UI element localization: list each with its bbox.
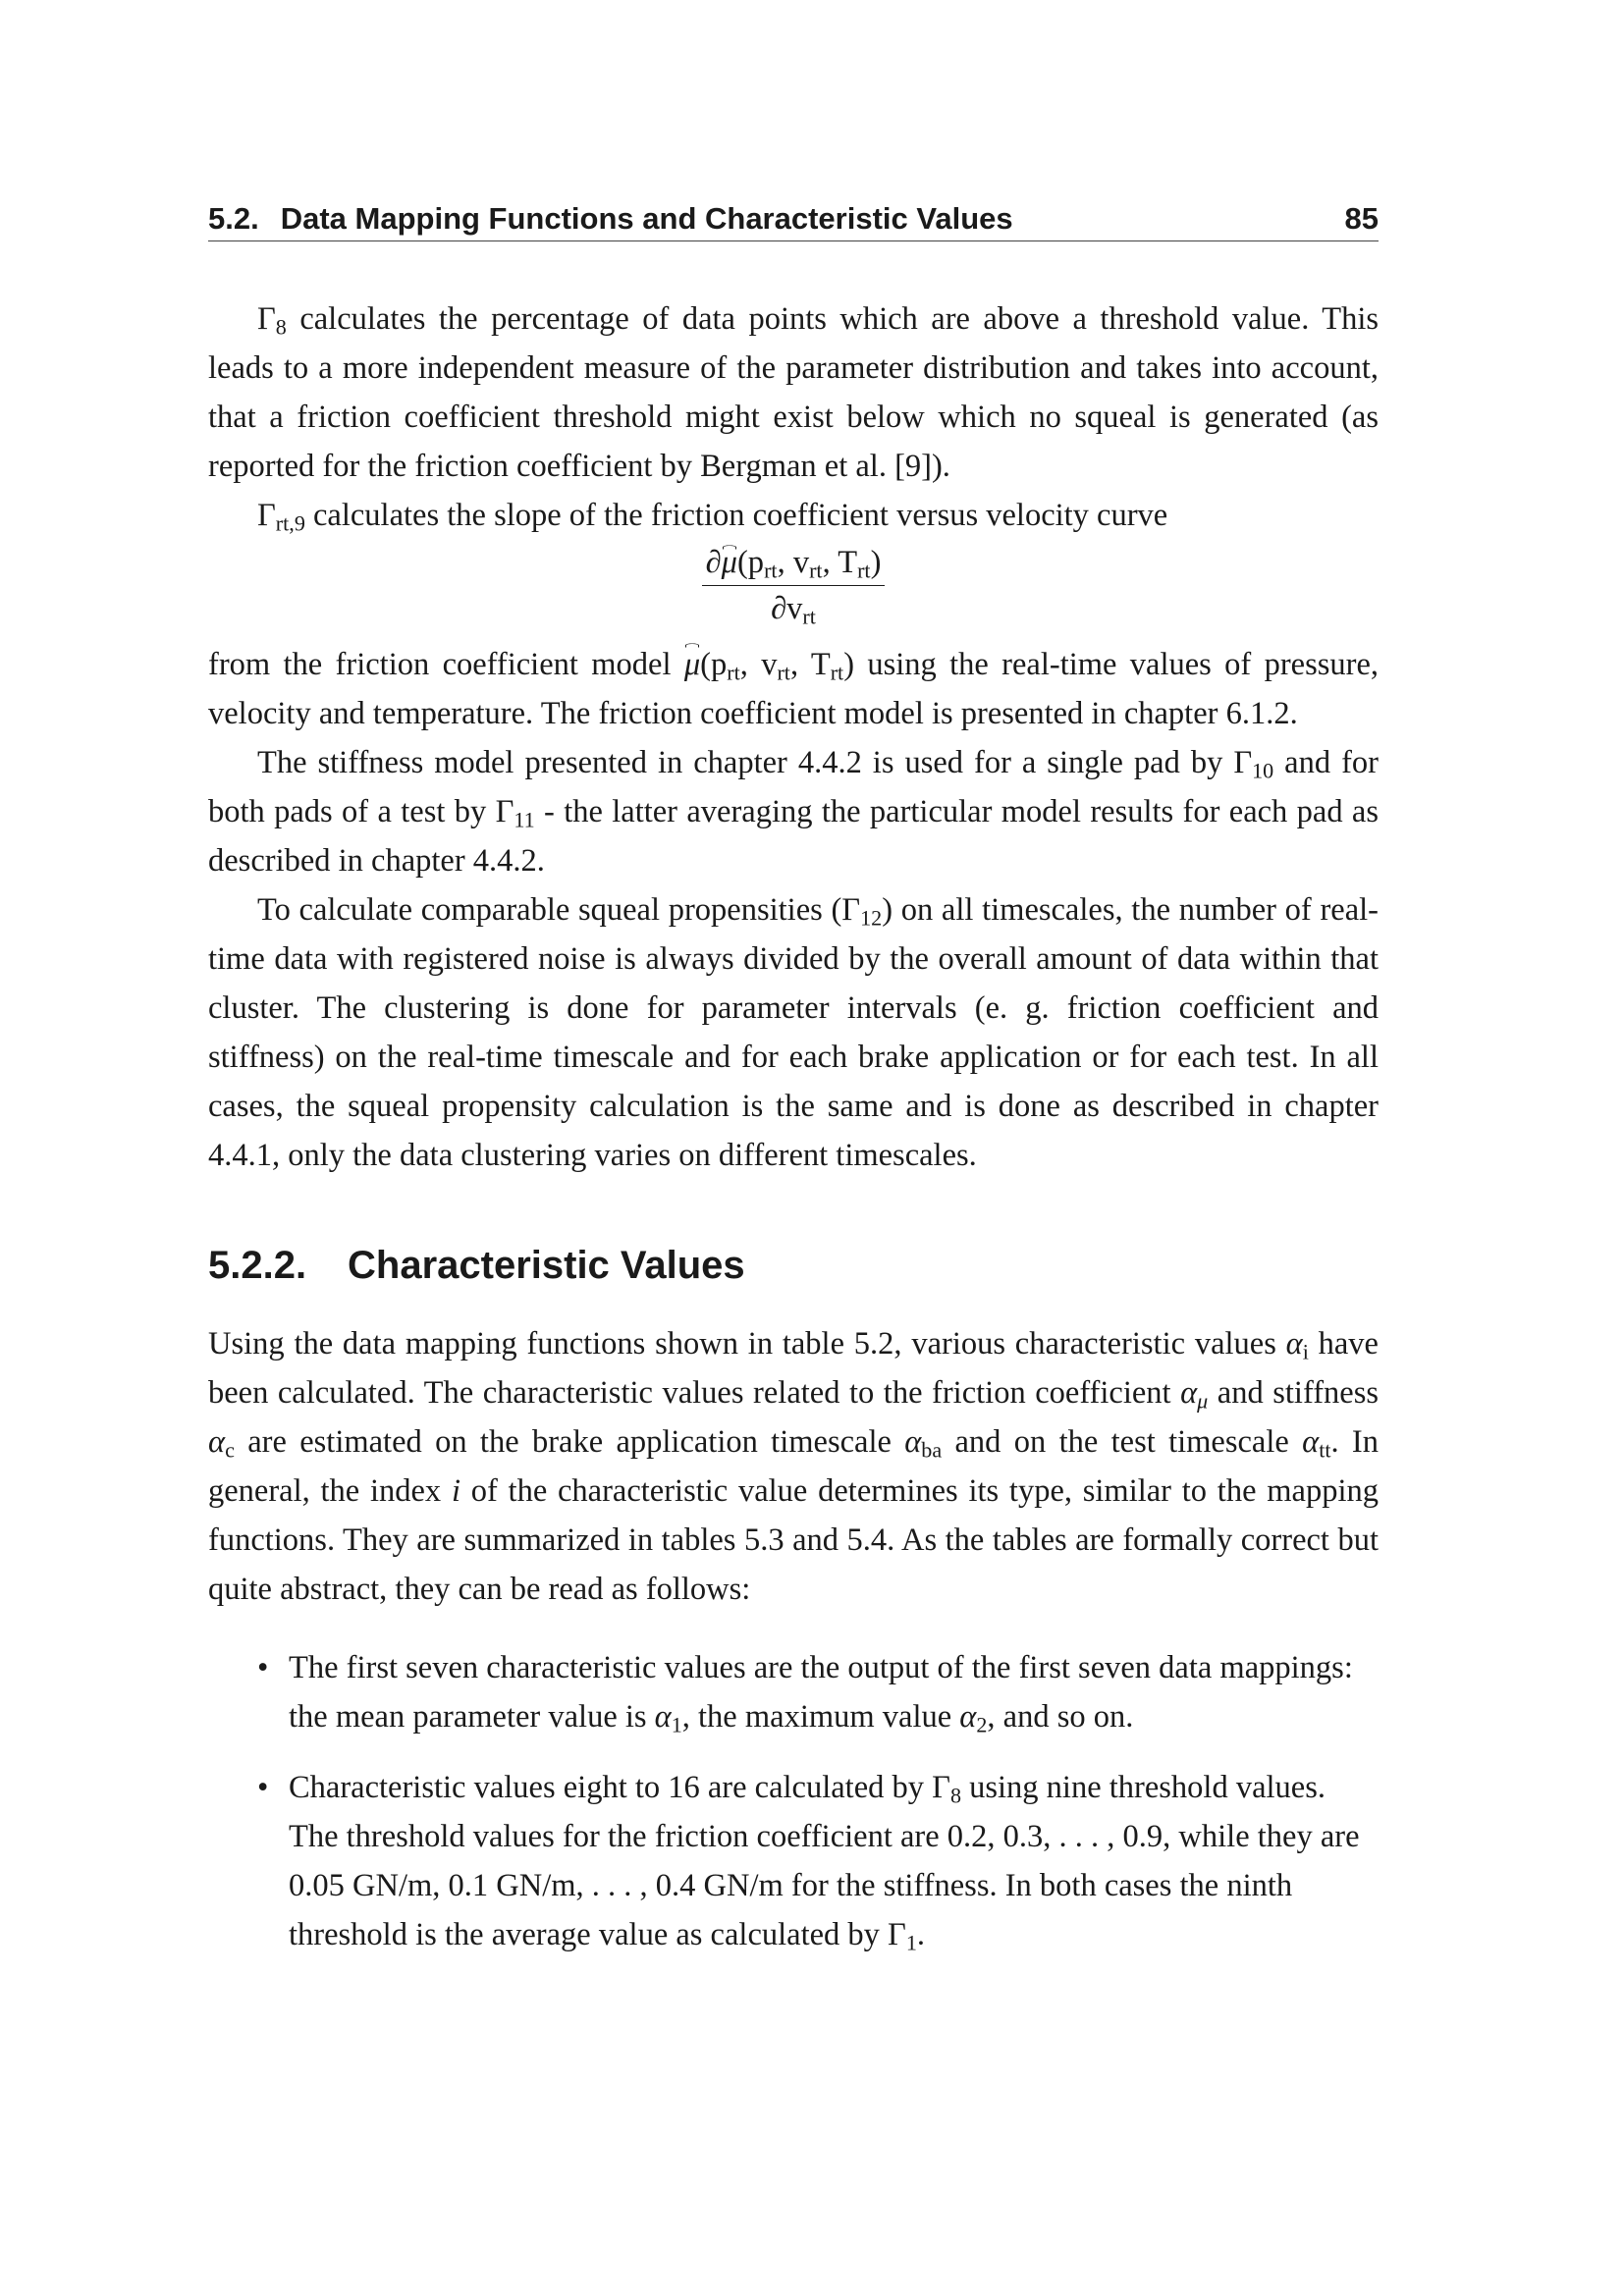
subscript: tt: [1319, 1437, 1331, 1463]
paragraph-text: calculates the percentage of data points which are above a threshold value. This leads to a more independent measure of the parameter distribution and takes into account, that a friction coefficient threshold might exist below which no squeal is generated (as reported for the friction coefficient by Bergman et al. [9]).: [208, 301, 1379, 484]
subscript: μ: [1197, 1388, 1209, 1414]
paragraph-text: are estimated on the brake application timescale: [234, 1424, 905, 1460]
alpha-symbol: α: [1285, 1326, 1303, 1362]
index-variable: i: [451, 1473, 460, 1509]
alpha-symbol: α: [959, 1699, 977, 1735]
paragraph-text: calculates the slope of the friction coefficient versus velocity curve: [304, 498, 1168, 533]
paragraph-text: ) on all timescales, the number of real-time data with registered noise is always divided by the overall amount of data within that cluster. The clustering is done for parameter intervals (e. g. friction coefficient and stiffness) on the real-time timescale and for each brake application or for each test. In all cases, the squeal propensity calculation is the same and is done as described in chapter 4.4.1, only the data clustering varies on different timescales.: [208, 892, 1379, 1173]
list-item: [208, 1763, 1379, 1959]
paragraph-stiffness-model: [208, 738, 1379, 885]
bullet-marker: •: [257, 1650, 269, 1685]
paragraph-text: To calculate comparable squeal propensities (: [257, 892, 842, 928]
bullet-list: [208, 1643, 1379, 1959]
gamma-subscript: 11: [514, 807, 535, 832]
running-header: [208, 197, 1379, 241]
gamma-subscript: 12: [860, 905, 883, 931]
section-number: 5.2.2.: [208, 1244, 307, 1287]
slope-formula: [208, 542, 1379, 632]
fraction-numerator: [702, 542, 886, 586]
formula-text: , v: [777, 545, 810, 580]
paragraph-text: using the real-time values of pressure, velocity and temperature. The friction coefficient model is presented in chapter 6.1.2.: [208, 647, 1380, 731]
list-item-text: using nine threshold values. The threshold values for the friction coefficient are 0.2, 0.3, . . . , 0.9, while they are 0.05 GN/m, 0.1 GN/m, . . . , 0.4 GN/m for the stiffness. In both cases the ninth threshold is the average value as calculated by: [289, 1770, 1360, 1952]
subscript: 8: [949, 1783, 961, 1808]
subscript: rt: [727, 660, 740, 685]
subscript: rt: [802, 604, 816, 629]
formula-text: ): [843, 647, 855, 682]
header-section-number: 5.2.: [208, 201, 259, 236]
section-title: Characteristic Values: [348, 1244, 745, 1287]
paragraph-text: The stiffness model presented in chapter 4.4.2 is used for a single pad by: [257, 745, 1234, 780]
page-body: [208, 294, 1379, 1981]
alpha-symbol: α: [1180, 1375, 1198, 1411]
paragraph-text: of the characteristic value determines its type, similar to the mapping functions. They are summarized in tables 5.3 and 5.4. As the tables are formally correct but quite abstract, they can be read as follows:: [208, 1473, 1379, 1607]
formula-text: , v: [739, 647, 778, 682]
paragraph-text: and for both pads of a test by: [208, 745, 1379, 829]
subscript: ba: [921, 1437, 943, 1463]
running-header-title: [208, 197, 1013, 240]
list-item-text: .: [916, 1917, 925, 1952]
gamma-symbol: Γ: [932, 1770, 950, 1805]
alpha-symbol: α: [1302, 1424, 1320, 1460]
alpha-symbol: α: [904, 1424, 922, 1460]
gamma-subscript: 10: [1252, 758, 1274, 783]
formula-text: , T: [822, 545, 858, 580]
paragraph-gamma-rt9: [208, 491, 1379, 540]
subscript: rt: [777, 660, 790, 685]
list-item-text: , the maximum value: [681, 1699, 960, 1735]
subscript: 2: [976, 1712, 988, 1737]
gamma-symbol: Γ: [1233, 745, 1253, 780]
paragraph-text: and on the test timescale: [942, 1424, 1303, 1460]
gamma-symbol: Γ: [495, 794, 514, 829]
subscript: c: [225, 1437, 235, 1463]
formula-text: (p: [736, 545, 765, 580]
gamma-symbol: Γ: [257, 301, 276, 337]
gamma-subscript: rt,9: [275, 510, 305, 536]
partial-symbol: ∂: [705, 545, 722, 580]
header-section-title: Data Mapping Functions and Characteristic Values: [280, 201, 1013, 236]
formula-text: , T: [789, 647, 831, 682]
alpha-symbol: α: [208, 1424, 226, 1460]
list-item-text: Characteristic values eight to 16 are calculated by: [289, 1770, 933, 1805]
page-number: 85: [1344, 201, 1379, 236]
gamma-subscript: 8: [275, 314, 287, 340]
list-item-text: , and so on.: [987, 1699, 1134, 1735]
formula-text: ): [870, 545, 882, 580]
gamma-symbol: Γ: [841, 892, 861, 928]
paragraph-text: . In general, the index: [208, 1424, 1379, 1509]
subscript: rt: [857, 558, 871, 583]
paragraph-friction-model: [208, 640, 1379, 738]
paragraph-text: Using the data mapping functions shown in table 5.2, various characteristic values: [208, 1326, 1286, 1362]
subscript: rt: [830, 660, 844, 685]
paragraph-text: have been calculated. The characteristic values related to the friction coefficient: [208, 1326, 1379, 1411]
mu-hat-symbol: μ: [722, 542, 737, 583]
gamma-symbol: Γ: [257, 498, 276, 533]
mu-hat-symbol: μ: [684, 640, 700, 689]
subscript: 1: [905, 1930, 917, 1955]
paragraph-gamma8: [208, 294, 1379, 491]
paragraph-text: from the friction coefficient model: [208, 647, 684, 682]
list-item-text: The first seven characteristic values are the output of the first seven data mappings: the mean parameter value is: [289, 1650, 1353, 1735]
subscript: rt: [764, 558, 778, 583]
fraction: [702, 542, 886, 629]
paragraph-squeal-propensity: [208, 885, 1379, 1180]
alpha-symbol: α: [654, 1699, 672, 1735]
formula-text: ∂v: [771, 591, 803, 626]
subscript: 1: [671, 1712, 682, 1737]
gamma-symbol: Γ: [888, 1917, 906, 1952]
paragraph-characteristic-values: [208, 1319, 1379, 1614]
formula-text: (p: [700, 647, 728, 682]
list-item: [208, 1643, 1379, 1741]
paragraph-text: and stiffness: [1208, 1375, 1379, 1411]
subscript: rt: [809, 558, 823, 583]
paragraph-text: - the latter averaging the particular model results for each pad as described in chapter 4.4.2.: [208, 794, 1380, 879]
bullet-marker: •: [257, 1770, 269, 1805]
fraction-denominator: [702, 586, 886, 629]
subscript: i: [1302, 1339, 1309, 1364]
section-heading: [208, 1241, 1379, 1290]
